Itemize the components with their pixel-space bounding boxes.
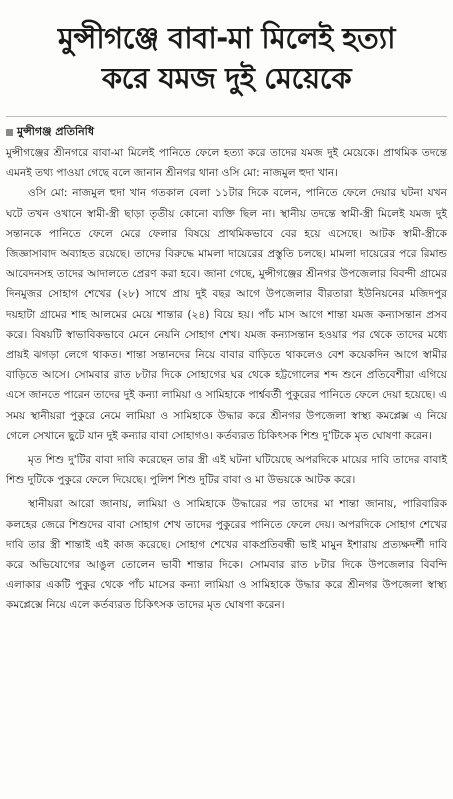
article-body <box>6 143 447 616</box>
divider <box>6 116 447 117</box>
headline-line-1: মুন্সীগঞ্জে বাবা-মা মিলেই হত্যা <box>57 21 396 55</box>
byline <box>6 125 447 139</box>
paragraph: মৃত শিশু দু'টির বাবা দাবি করেছেন তার স্ত্রী এই ঘটনা ঘটিয়েছে অপরদিকে মায়ের দাবি তাদের বাবাই শিশু দুটিকে পুকুরে ফেলে দিয়েছে। পুলিশ শিশু দুটির বাবা ও মা উভয়কে আটক করে। <box>6 454 447 487</box>
paragraph: মুন্সীগঞ্জের শ্রীনগরে বাবা-মা মিলেই পানিতে ফেলে হত্যা করে তাদের যমজ দুই মেয়েকে। প্রাথমিক তদন্তে এমনই তথ্য পাওয়া গেছে বলে জানান শ্রীনগর থানা ওসি মো: নাজমুল হুদা খান। <box>6 147 447 180</box>
byline-text: মুন্সীগঞ্জ প্রতিনিধি <box>17 124 94 138</box>
headline-line-2: করে যমজ দুই মেয়েকে <box>101 61 352 95</box>
paragraph: ওসি মো: নাজমুল হুদা খান গতকাল বেলা ১১টার দিকে বলেন, পানিতে ফেলে দেয়ার ঘটনা যখন ঘটে তখন ওখানে স্বামী-স্ত্রী ছাড়া তৃতীয় কোনো ব্যক্তি ছিল না। স্থানীয় তদন্তে স্বামী-স্ত্রী মিলেই যমজ দুই সন্তানকে পানিতে ফেলে মেরে ফেলার বিষয়ে প্রাথমিকভাবে বের হয়ে এসেছে। আটক স্বামী-স্ত্রীকে জিজ্ঞাসাবাদ অব্যাহত রয়েছে। তাদের বিরুদ্ধে মামলা দায়েরের প্রস্তুতি চলছে। মামলা দায়েরের পরে রিমান্ড আবেদনসহ তাদের আদালতে প্রেরণ করা হবে। জানা গেছে, মুন্সীগঞ্জের শ্রীনগর উপজেলার বিবন্দী গ্রামের দিনমুজর সোহাগ শেখের (২৮) সাথে প্রায় দুই বছর আগে উপজেলার বীরতারা ইউনিয়নের মজিদপুর দয়হাটা গ্রামের শাহ আলমের মেয়ে শান্তার (২৪) বিয়ে হয়। পাঁচ মাস আগে শান্তা যমজ কন্যাসন্তান প্রসব করে। বিষয়টি স্বাভাবিকভাবে মেনে নেয়নি সোহাগ শেখ। যমজ কন্যাসন্তান হওয়ার পর থেকে তাদের মধ্যে প্রায়ই ঝগড়া লেগে থাকত। শান্তা সন্তানদের নিয়ে বাবার বাড়িতে থাকলেও বেশ কয়েকদিন আগে স্বামীর বাড়িতে আসে। সোমবার রাত ৮টার দিকে সোহাগের ঘর থেকে হট্টগোলের শব্দ শুনে প্রতিবেশীরা এগিয়ে এসে জানতে পারেন তাদের দুই কন্যা লামিয়া ও সামিহাকে পার্শ্ববর্তী পুকুরের পানিতে ফেলে দেয়া হয়েছে। এ সময় স্থানীয়রা পুকুরে নেমে লামিয়া ও সামিহাকে উদ্ধার করে শ্রীনগর উপজেলা স্বাস্থ্য কমপ্লেক্স এ নিয়ে গেলে সেখানে ছুটে যান দুই কন্যার বাবা সোহাগও। কর্তব্যরত চিকিৎসক শিশু দু'টিকে মৃত ঘোষণা করেন। <box>6 187 447 442</box>
bullet-square-icon <box>6 129 13 136</box>
paragraph: স্থানীয়রা আরো জানায়, লামিয়া ও সামিহাকে উদ্ধারের পর তাদের মা শান্তা জানায়, পারিবারিক কলহের জেরে শিশুদের বাবা সোহাগ শেখ তাদের পুকুরের পানিতে ফেলে দেয়। অপরদিকে সোহাগ শেখের দাবি তার স্ত্রী শান্তাই এই কাজ করেছে। সোহাগ শেখের বাকপ্রতিবন্ধী ভাই মামুন ইশারায় প্রত্যক্ষদর্শী দাবি করে অভিযোগের আঙুল তোলেন ভাবী শান্তার দিকে। সোমবার রাত ৮টার দিকে উপজেলার বিবন্দি এলাকার একটি পুকুর থেকে পাঁচ মাসের কন্যা লামিয়া ও সামিহাকে উদ্ধার করে শ্রীনগর উপজেলা স্বাস্থ্য কমপ্লেক্সে নিয়ে এলে কর্তব্যরত চিকিৎসক তাদের মৃত ঘোষণা করেন। <box>6 498 447 612</box>
headline <box>6 0 447 98</box>
